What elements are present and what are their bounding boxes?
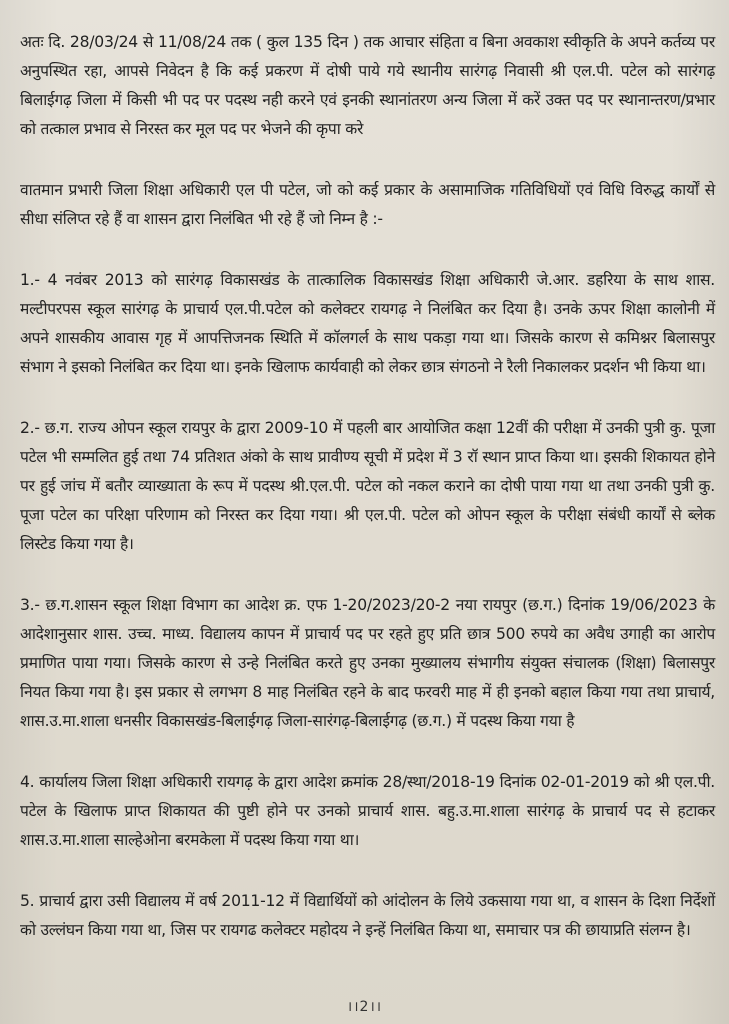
paragraph-intro: वातमान प्रभारी जिला शिक्षा अधिकारी एल पी पटेल, जो को कई प्रकार के असामाजिक गतिविधियों एवं विधि विरुद्ध कार्यों से सीधा संलिप्त रहे हैं वा शासन द्वारा निलंबित भी रहे हैं जो निम्न है :- (20, 181, 715, 228)
paragraph-point-4: 4. कार्यालय जिला शिक्षा अधिकारी रायगढ़ के द्वारा आदेश क्रमांक 28/स्था/2018-19 दिनांक 02-01-2019 को श्री एल.पी. पटेल के खिलाफ प्राप्त शिकायत की पुष्टी होने पर उनको प्राचार्य शास. बहु.उ.मा.शाला सारंगढ़ के प्राचार्य पद से हटाकर शास.उ.मा.शाला साल्हेओना बरमकेला में पदस्थ किया गया था। (20, 773, 715, 849)
paragraph-point-1: 1.- 4 नवंबर 2013 को सारंगढ़ विकासखंड के तात्कालिक विकासखंड शिक्षा अधिकारी जे.आर. डहरिया के साथ शास. मल्टीपरपस स्कूल सारंगढ़ के प्राचार्य एल.पी.पटेल को कलेक्टर रायगढ़ ने निलंबित कर दिया है। उनके ऊपर शिक्षा कालोनी में अपने शासकीय आवास गृह में आपत्तिजनक स्थिति में कॉलगर्ल के साथ पकड़ा गया था। जिसके कारण से कमिश्नर बिलासपुर संभाग ने इसको निलंबित कर दिया था। इनके खिलाफ कार्यवाही को लेकर छात्र संगठनो ने रैली निकालकर प्रदर्शन भी किया था। (20, 271, 715, 376)
paragraph-point-3: 3.- छ.ग.शासन स्कूल शिक्षा विभाग का आदेश क्र. एफ 1-20/2023/20-2 नया रायपुर (छ.ग.) दिनांक 19/06/2023 के आदेशानुसार शास. उच्च. माध्य. विद्यालय कापन में प्राचार्य पद पर रहते हुए प्रति छात्र 500 रुपये का अवैध उगाही का आरोप प्रमाणित पाया गया। जिसके कारण से उन्हे निलंबित करते हुए उनका मुख्यालय संभागीय संयुक्त संचालक (शिक्षा) बिलासपुर नियत किया गया है। इस प्रकार से लगभग 8 माह निलंबित रहने के बाद फरवरी माह में ही इनको बहाल किया गया तथा प्राचार्य, शास.उ.मा.शाला धनसीर विकासखंड-बिलाईगढ़ जिला-सारंगढ़-बिलाईगढ़ (छ.ग.) में पदस्थ किया गया है (20, 596, 715, 730)
paragraph-point-5: 5. प्राचार्य द्वारा उसी विद्यालय में वर्ष 2011-12 में विद्यार्थियों को आंदोलन के लिये उकसाया गया था, व शासन के दिशा निर्देशों को उल्लंघन किया गया था, जिस पर रायगढ कलेक्टर महोदय ने इन्हें निलंबित किया था, समाचार पत्र की छायाप्रति संलग्न है। (20, 892, 715, 939)
paragraph-request: अतः दि. 28/03/24 से 11/08/24 तक ( कुल 135 दिन ) तक आचार संहिता व बिना अवकाश स्वीकृति के अपने कर्तव्य पर अनुपस्थित रहा, आपसे निवेदन है कि कई प्रकरण में दोषी पाये गये स्थानीय सारंगढ़ निवासी श्री एल.पी. पटेल को सारंगढ़ बिलाईगढ़ जिला में किसी भी पद पर पदस्थ नही करने एवं इनकी स्थानांतरण अन्य जिला में करें उक्त पद पर स्थानान्तरण/प्रभार को तत्काल प्रभाव से निरस्त कर मूल पद पर भेजने की कृपा करे (20, 33, 715, 138)
paragraph-point-2: 2.- छ.ग. राज्य ओपन स्कूल रायपुर के द्वारा 2009-10 में पहली बार आयोजित कक्षा 12वीं की परीक्षा में उनकी पुत्री कु. पूजा पटेल भी सम्मलित हुई तथा 74 प्रतिशत अंको के साथ प्रावीण्य सूची में प्रदेश में 3 रॉ स्थान प्राप्त किया था। इसकी शिकायत होने पर हुई जांच में बतौर व्याख्याता के रूप में पदस्थ श्री.एल.पी. पटेल को नकल कराने का दोषी पाया गया था तथा उनकी पुत्री कु. पूजा पटेल का परिक्षा परिणाम को निरस्त कर दिया गया। श्री एल.पी. पटेल को ओपन स्कूल के परीक्षा संबंधी कार्यों से ब्लेक लिस्टेड किया गया है। (20, 419, 715, 553)
page-number: ।।2।। (346, 999, 383, 1015)
